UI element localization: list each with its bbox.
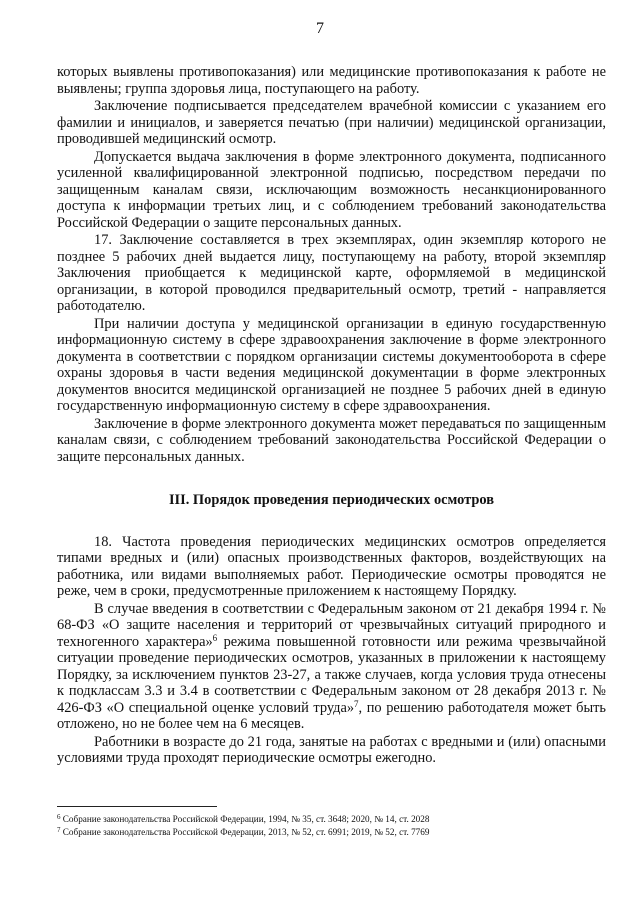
paragraph-17: 17. Заключение составляется в трех экземплярах, один экземпляр которого не позднее 5 рабочих дней выдается лицу, поступающему на работу, второй экземпляр Заключения приобщается к медицинской карте, оформляемой в медицинской организации, в которой проводился предварительный осмотр, третий - направляется работодателю. bbox=[57, 232, 606, 314]
footnote-ref-7: 7 bbox=[354, 698, 359, 709]
section-heading: III. Порядок проведения периодических осмотров bbox=[168, 492, 495, 508]
footnote bbox=[57, 813, 606, 826]
paragraph-continuation: которых выявлены противопоказания) или медицинские противопоказания к работе не выявлены; группа здоровья лица, поступающего на работу. bbox=[57, 64, 606, 97]
document-body bbox=[57, 64, 606, 767]
footnotes bbox=[57, 813, 606, 839]
footnote-mark: 6 bbox=[57, 813, 61, 821]
emergency-text-2: режима повышенной готовности или режима чрезвычайной ситуации проведение периодических осмотров, указанных в приложении к настоящему Порядку, за исключением пунктов 23-27, а также случаев, когда условия труда отнесены к подклассам 3.3 и 3.4 в соответствии с Федеральным законом от 28 декабря 2013 г. № 426-ФЗ «О специальной оценке условий труда» bbox=[57, 633, 606, 716]
footnote-mark: 7 bbox=[57, 826, 61, 834]
paragraph-electronic-form: Допускается выдача заключения в форме электронного документа, подписанного усиленной квалифицированной электронной подписью, посредством передачи по защищенным каналам связи, исключающим возможность несанкционированного доступа к информации третьих лиц, и с соблюдением требований законодательства Российской Федерации о защите персональных данных. bbox=[57, 148, 606, 231]
paragraph-egisz: При наличии доступа у медицинской организации в единую государственную информационную систему в сфере здравоохранения заключение в форме электронного документа в соответствии с порядком организации системы документооборота в сфере охраны здоровья в части ведения медицинской документации в форме электронных документов вносится медицинской организацией не позднее 5 рабочих дней в единую государственную информационную систему в сфере здравоохранения. bbox=[57, 315, 606, 414]
footnote-ref-6: 6 bbox=[212, 632, 218, 643]
paragraph-youth: Работники в возрасте до 21 года, занятые на работах с вредными и (или) опасными условиями труда проходят периодические осмотры ежегодно. bbox=[57, 733, 606, 766]
emergency-text-1: В случае введения в соответствии с Федеральным законом от 21 декабря 1994 г. № 68-ФЗ «О защите населения и территорий от чрезвычайных ситуаций природного и техногенного характера» bbox=[57, 600, 606, 650]
footnote-text: Собрание законодательства Российской Федерации, 1994, № 35, ст. 3648; 2020, № 14, ст. 2028 bbox=[60, 814, 430, 824]
emergency-text-3: , по решению работодателя может быть отложено, но не более чем на 6 месяцев. bbox=[57, 699, 606, 732]
paragraph-transmission: Заключение в форме электронного документа может передаваться по защищенным каналам связи, с соблюдением требований законодательства Российской Федерации о защите персональных данных. bbox=[57, 415, 606, 465]
footnote bbox=[57, 826, 606, 839]
paragraph-18: 18. Частота проведения периодических медицинских осмотров определяется типами вредных и (или) опасных производственных факторов, воздействующих на работника, или видами выполняемых работ. Периодические осмотры проводятся не реже, чем в сроки, предусмотренные приложением к настоящему Порядку. bbox=[57, 533, 606, 599]
page-number: 7 bbox=[316, 20, 324, 37]
footnote-text: Собрание законодательства Российской Федерации, 2013, № 52, ст. 6991; 2019, № 52, ст. 7769 bbox=[60, 827, 430, 837]
paragraph-emergency bbox=[57, 601, 606, 733]
paragraph-signature: Заключение подписывается председателем врачебной комиссии с указанием его фамилии и инициалов, и заверяется печатью (при наличии) медицинской организации, проводившей медицинский осмотр. bbox=[57, 98, 606, 147]
footnote-separator bbox=[57, 806, 217, 807]
